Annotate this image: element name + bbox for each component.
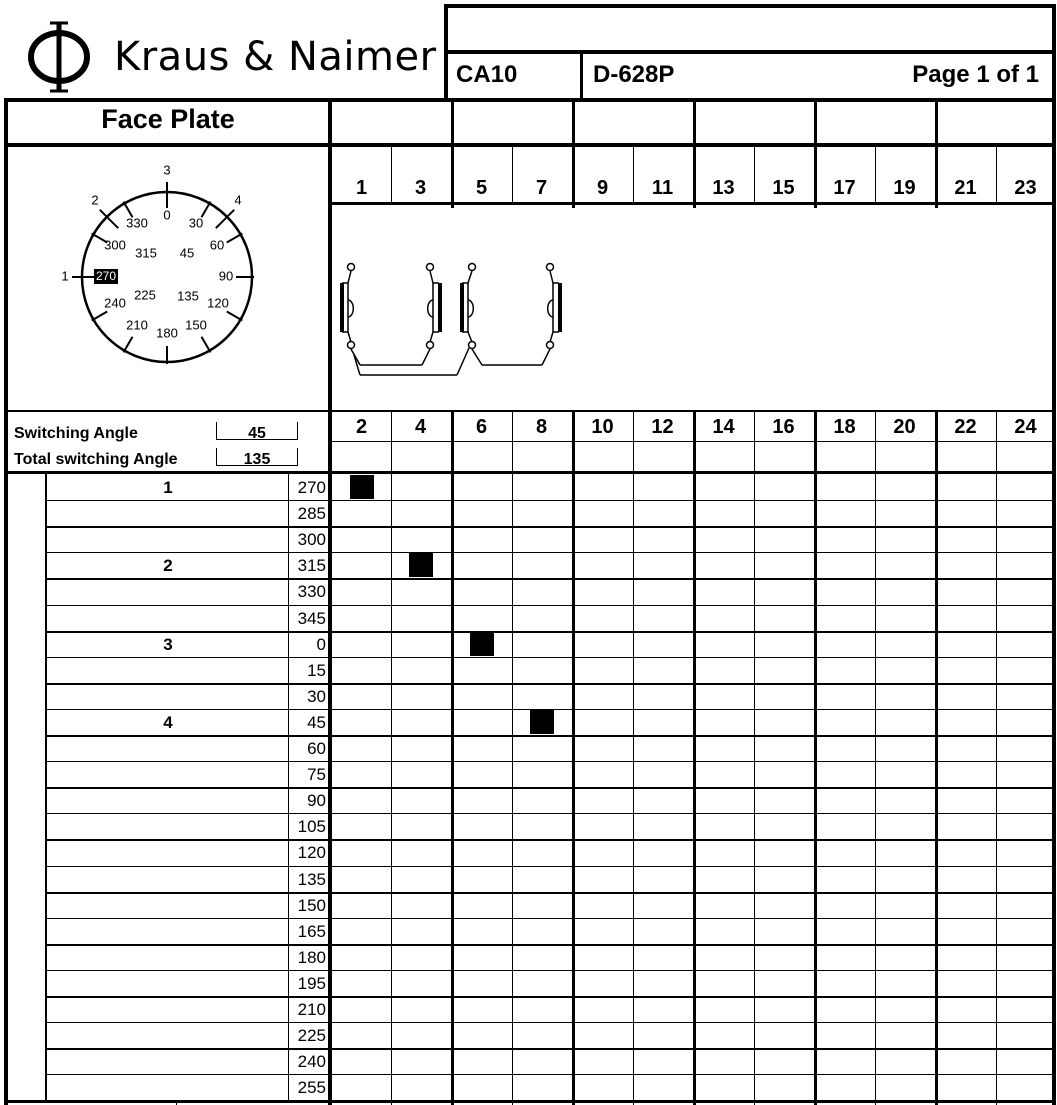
dial-angle-label: 30 [188, 215, 204, 231]
table-row-divider [46, 735, 1052, 737]
phi-logo [24, 18, 94, 96]
angle-cell: 165 [297, 922, 326, 941]
grid-subdivider [633, 410, 634, 1105]
table-row-divider [46, 605, 1052, 606]
dial-position-label: 3 [163, 162, 171, 178]
dial-angle-label: 90 [218, 268, 234, 284]
table-row-divider [46, 526, 1052, 528]
grid-divider [572, 410, 575, 1105]
contact-closed-mark [409, 553, 433, 577]
dial-angle-label: 225 [134, 287, 156, 303]
angle-cell: 120 [297, 843, 326, 862]
angle-cell: 225 [297, 1026, 326, 1045]
contact-number-bottom: 10 [591, 416, 614, 438]
position-tick [216, 210, 234, 228]
angle-cell: 210 [297, 1000, 326, 1019]
drawing-code: D-628P [593, 61, 675, 88]
contact-number-top: 9 [596, 177, 609, 199]
switching-angle-value: 45 [216, 422, 298, 440]
contact-number-bottom: 18 [833, 416, 856, 438]
contact-number-top: 5 [475, 177, 488, 199]
dial-angle-label: 0 [163, 207, 171, 223]
contact-number-top: 3 [414, 177, 427, 199]
grid-divider [451, 410, 454, 1105]
angle-cell: 15 [307, 661, 326, 680]
contact-number-bottom: 14 [712, 416, 735, 438]
angle-cell: 300 [297, 530, 326, 549]
table-row-divider [46, 761, 1052, 762]
table-row-divider [46, 683, 1052, 685]
angle-cell: 270 [297, 478, 326, 497]
dial-position-label: 2 [91, 192, 99, 208]
contact-number-bottom: 22 [954, 416, 977, 438]
dial-angle-label: 240 [104, 295, 126, 311]
table-row-divider [46, 970, 1052, 971]
contact-number-bottom: 6 [475, 416, 488, 438]
grid-subdivider [875, 410, 876, 1105]
contact-number-top: 7 [535, 177, 548, 199]
position-tick [100, 210, 118, 228]
grid-subdivider [754, 410, 755, 1105]
table-row-divider [46, 578, 1052, 580]
table-row-divider [46, 500, 1052, 501]
contact-number-bottom: 16 [772, 416, 795, 438]
dial-tick [92, 312, 108, 321]
angle-cell: 90 [307, 791, 326, 810]
contact-number-bottom: 8 [535, 416, 548, 438]
grid-divider [814, 410, 817, 1105]
dial-angle-label: 300 [104, 237, 126, 253]
contact-number-bottom: 20 [893, 416, 916, 438]
dial-tick [124, 337, 133, 353]
contact-number-bottom: 4 [414, 416, 427, 438]
face-plate-dial [40, 150, 300, 400]
page-number: Page 1 of 1 [912, 61, 1039, 88]
dial-angle-label: 135 [177, 288, 199, 304]
dial-tick [227, 312, 243, 321]
angle-cell: 45 [307, 713, 326, 732]
face-plate-title: Face Plate [101, 104, 235, 134]
grid-subdivider [512, 410, 513, 1105]
angle-cell: 60 [307, 739, 326, 758]
contact-number-bottom: 24 [1014, 416, 1037, 438]
dial-angle-label: 180 [156, 325, 178, 341]
dial-tick [202, 337, 211, 353]
total-switching-angle-label: Total switching Angle [14, 451, 178, 468]
contact-number-bottom: 2 [355, 416, 368, 438]
series-code: CA10 [456, 61, 518, 88]
angle-cell: 75 [307, 765, 326, 784]
contact-number-top: 17 [833, 177, 856, 199]
angle-cell: 315 [297, 556, 326, 575]
angle-cell: 240 [297, 1052, 326, 1071]
grid-divider [935, 410, 938, 1105]
table-row-divider [46, 1074, 1052, 1075]
dial-angle-label: 270 [95, 269, 117, 284]
contact-closed-mark [350, 475, 374, 499]
grid-subdivider [391, 410, 392, 1105]
contact-closed-mark [470, 632, 494, 656]
table-row-divider [46, 1048, 1052, 1050]
contact-number-top: 23 [1014, 177, 1037, 199]
table-row-divider [46, 996, 1052, 998]
grid-subdivider [996, 410, 997, 1105]
contact-number-top: 15 [772, 177, 795, 199]
dial-tick [227, 234, 243, 243]
angle-cell: 0 [316, 635, 326, 654]
contact-number-top: 1 [355, 177, 368, 199]
dial-position-label: 4 [234, 192, 242, 208]
position-label: 2 [163, 556, 173, 575]
angle-cell: 345 [297, 609, 326, 628]
dial-angle-label: 45 [179, 245, 195, 261]
dial-angle-label: 60 [209, 237, 225, 253]
contact-number-top: 11 [651, 177, 674, 199]
table-row-divider [46, 944, 1052, 946]
table-row-divider [46, 918, 1052, 919]
table-row-divider [46, 657, 1052, 658]
angle-cell: 195 [297, 974, 326, 993]
table-row-divider [46, 631, 1052, 633]
table-row-divider [46, 1022, 1052, 1023]
position-label: 1 [163, 478, 173, 497]
angle-cell: 135 [297, 870, 326, 889]
table-row-divider [46, 552, 1052, 553]
dial-angle-label: 150 [185, 317, 207, 333]
brand-name: Kraus & Naimer [114, 34, 437, 80]
dial-angle-label: 315 [135, 245, 157, 261]
angle-cell: 180 [297, 948, 326, 967]
contact-closed-mark [530, 710, 554, 734]
table-row-divider [46, 839, 1052, 841]
dial-angle-label: 210 [126, 317, 148, 333]
table-row-divider [46, 866, 1052, 867]
dial-angle-label: 120 [207, 295, 229, 311]
table-row-divider [46, 813, 1052, 814]
table-row-divider [46, 892, 1052, 894]
position-label: 4 [163, 713, 173, 732]
table-row-divider [46, 787, 1052, 789]
contact-number-bottom: 12 [651, 416, 674, 438]
grid-divider [693, 410, 696, 1105]
angle-cell: 255 [297, 1078, 326, 1097]
dial-angle-label: 330 [126, 215, 148, 231]
contact-number-top: 21 [954, 177, 977, 199]
switching-angle-label: Switching Angle [14, 425, 138, 442]
position-label: 3 [163, 635, 173, 654]
total-switching-angle-value: 135 [216, 448, 298, 466]
contact-number-top: 13 [712, 177, 735, 199]
angle-cell: 30 [307, 687, 326, 706]
contact-diagram [332, 205, 582, 405]
dial-position-label: 1 [61, 268, 69, 284]
angle-cell: 105 [297, 817, 326, 836]
contact-number-top: 19 [893, 177, 916, 199]
angle-cell: 285 [297, 504, 326, 523]
angle-cell: 330 [297, 582, 326, 601]
angle-cell: 150 [297, 896, 326, 915]
